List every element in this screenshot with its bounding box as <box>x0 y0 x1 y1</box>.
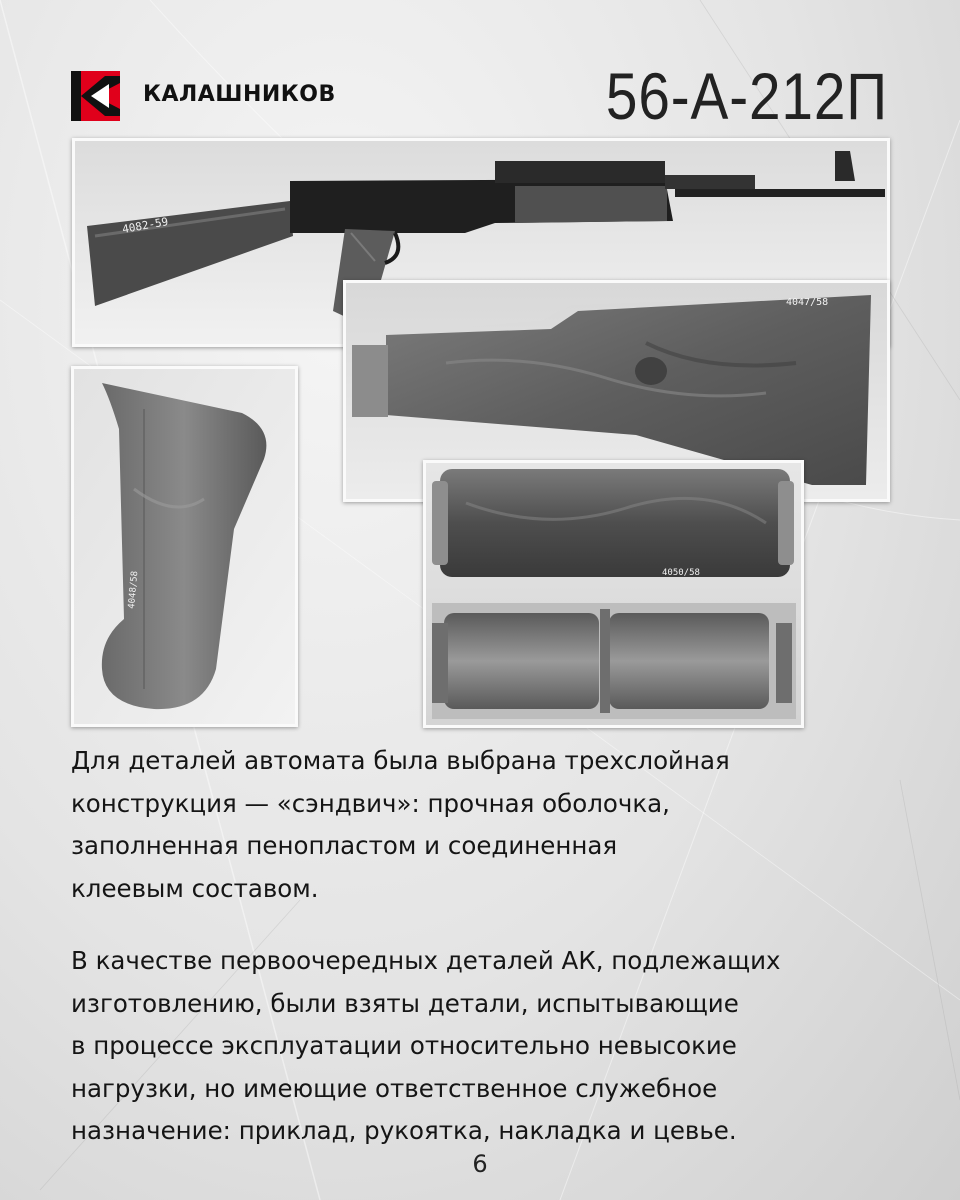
grip-photo-label: 4048/58 <box>127 570 141 610</box>
page-number: 6 <box>472 1150 488 1178</box>
handguard-photo <box>423 460 804 728</box>
rifle-photo-label: 4082-59 <box>121 215 170 236</box>
model-code: 56-А-212П <box>605 59 888 133</box>
paragraph-priority-parts: В качестве первоочередных деталей АК, подлежащих изготовлению, были взяты детали, испытывающие в процессе эксплуатации относительно невысокие нагрузки, но имеющие ответственное служебное назначение: приклад, рукоятка, накладка и цевье. <box>71 946 781 1145</box>
kalashnikov-k-logo-icon <box>71 71 120 121</box>
paragraph-construction: Для деталей автомата была выбрана трехслойная конструкция — «сэндвич»: прочная оболочка, заполненная пенопластом и соединенная клеевым составом. <box>71 746 730 903</box>
grip-photo <box>71 366 298 727</box>
stock-photo-label: 4047/58 <box>786 297 829 308</box>
brand-name: КАЛАШНИКОВ <box>143 82 336 107</box>
handguard-photo-label: 4050/58 <box>662 568 700 578</box>
